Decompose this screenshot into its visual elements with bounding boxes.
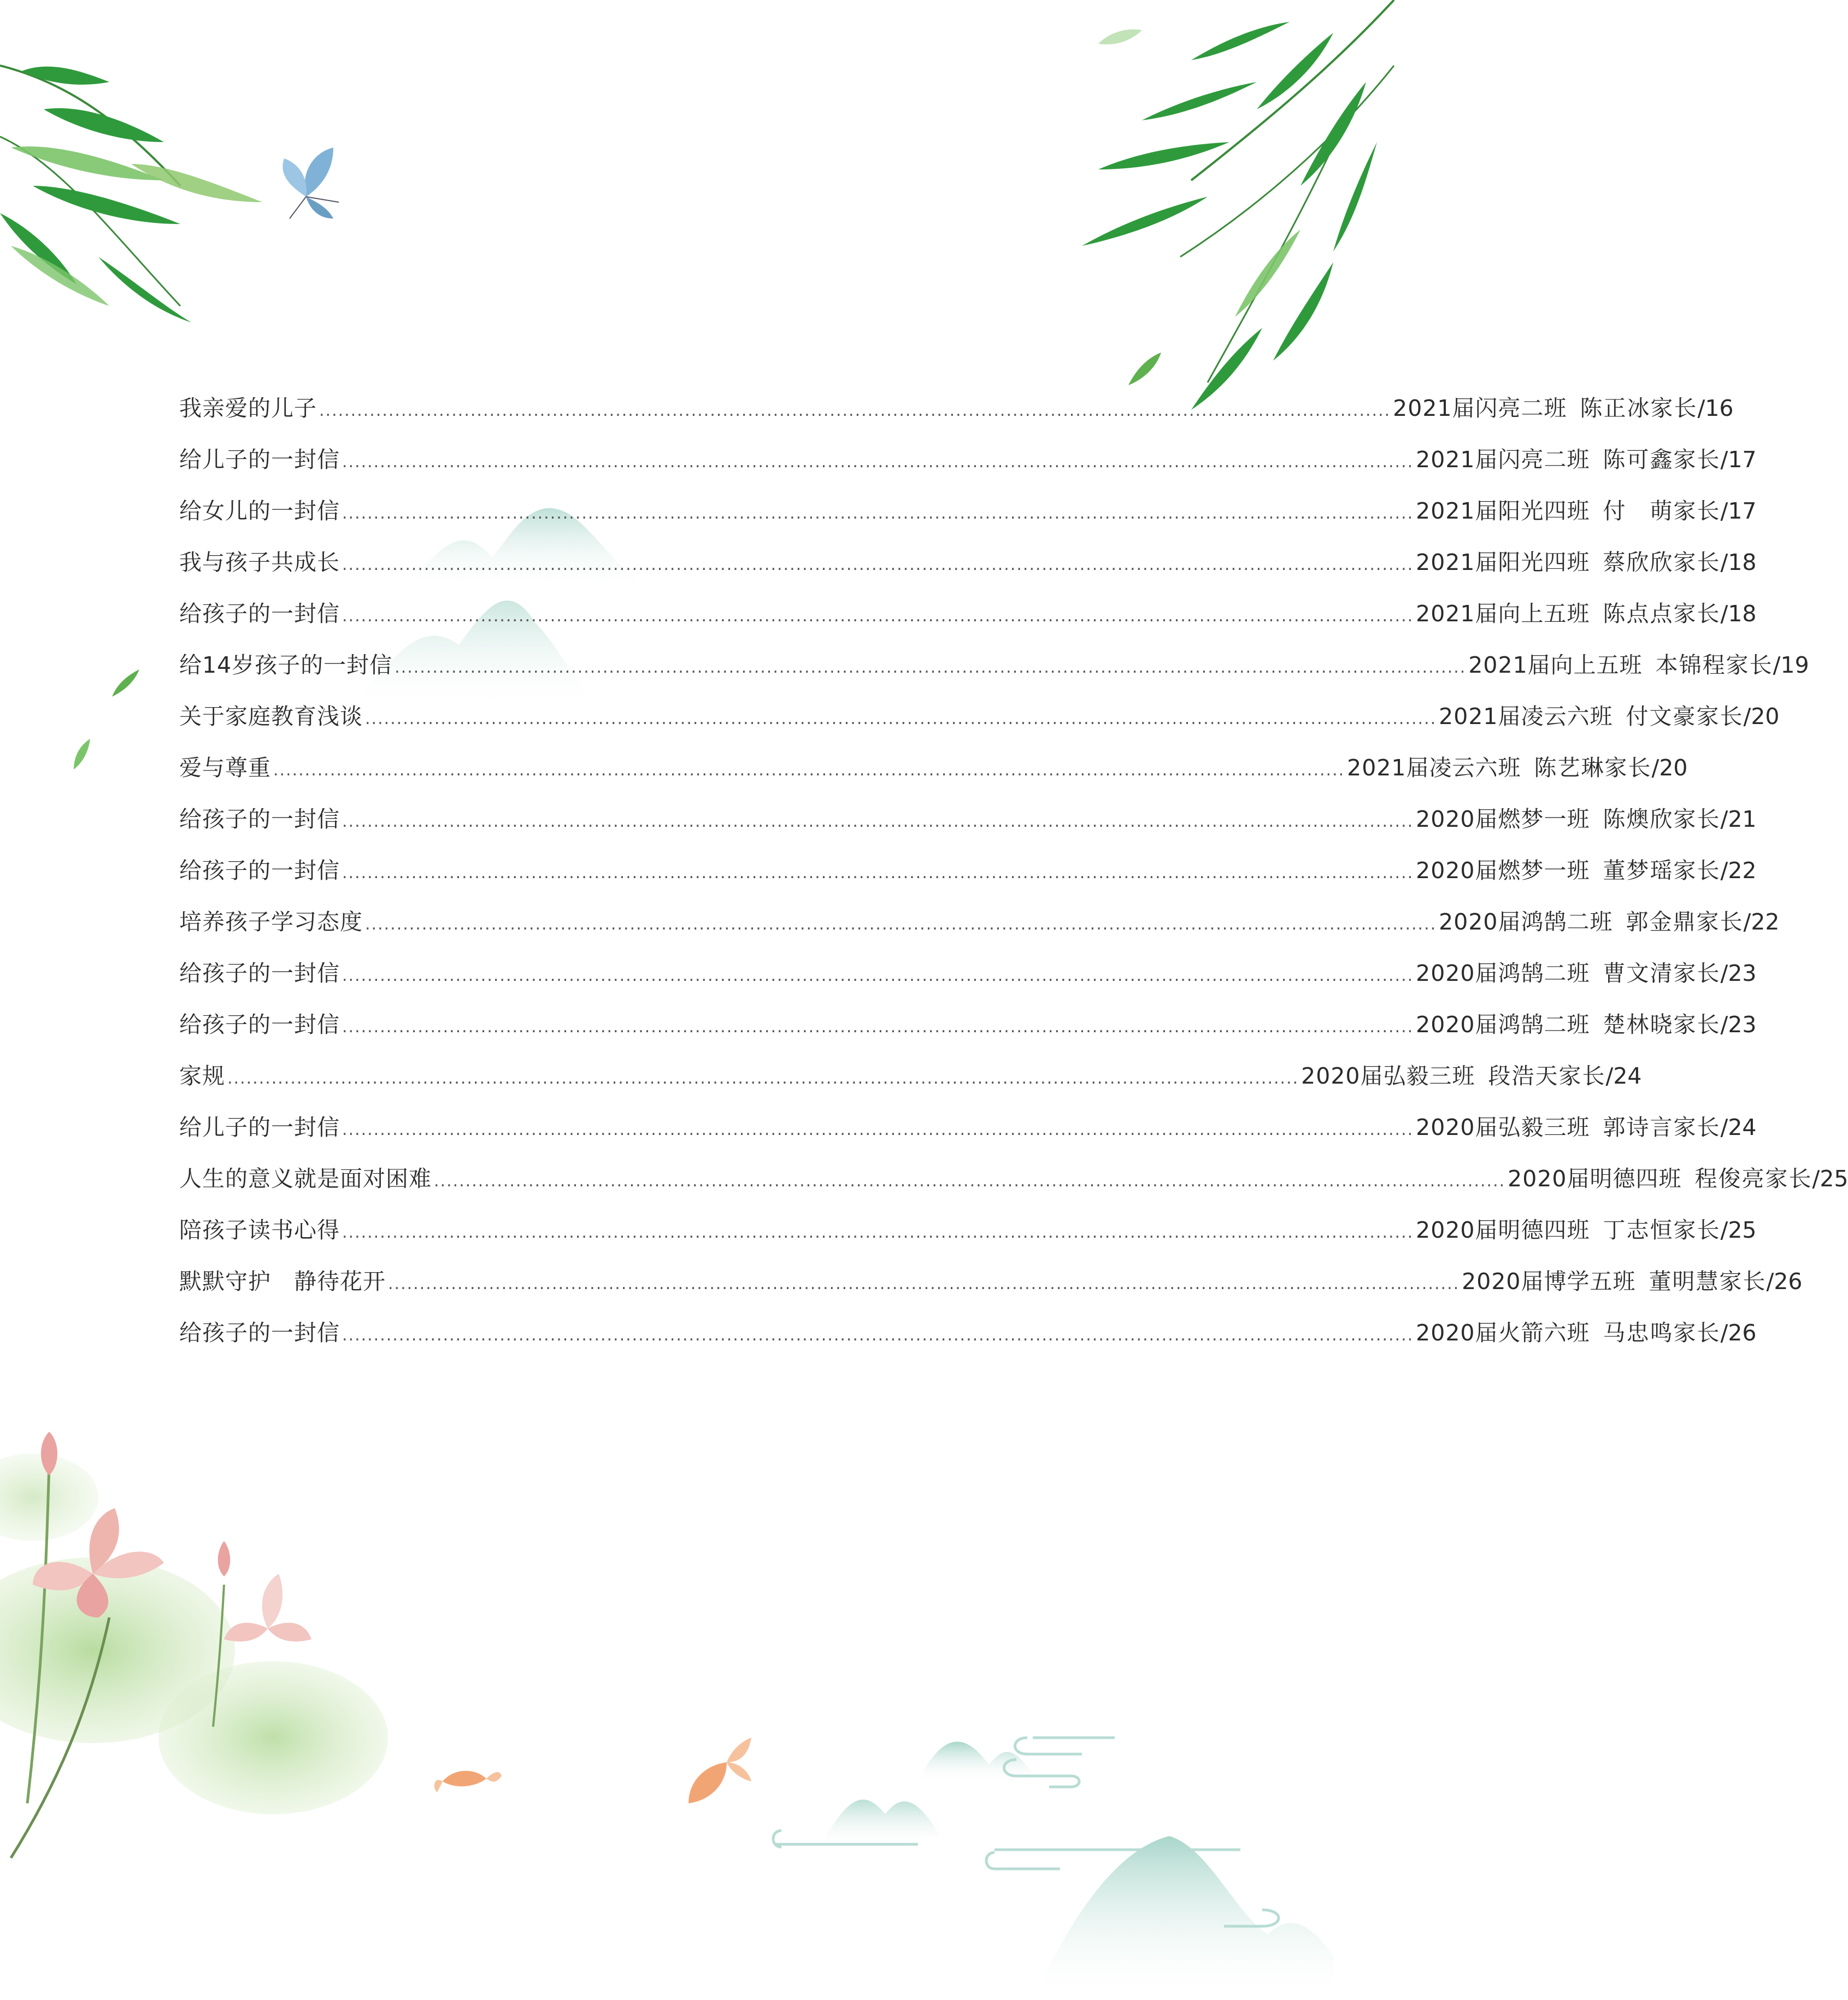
entry-title: 给儿子的一封信 bbox=[179, 434, 340, 485]
dot-leader: .......................................................................................................................................................................... bbox=[342, 591, 1414, 642]
entry-page-number: /26 bbox=[1767, 1256, 1803, 1307]
entry-page-number: /21 bbox=[1721, 793, 1757, 845]
toc-entry[interactable] bbox=[179, 896, 1220, 948]
entry-author: 程俊亮家长 bbox=[1695, 1153, 1812, 1204]
willow-branch-icon bbox=[1027, 0, 1394, 448]
goldfish-icon bbox=[432, 1754, 503, 1803]
entry-class: 2021届向上五班 bbox=[1416, 588, 1590, 639]
entry-class: 2021届凌云六班 bbox=[1347, 742, 1521, 793]
toc-entry[interactable] bbox=[179, 588, 1220, 639]
dot-leader: .......................................................................................................................................................................... bbox=[342, 848, 1414, 899]
toc-entry[interactable] bbox=[179, 1307, 1220, 1358]
entry-class: 2020届弘毅三班 bbox=[1301, 1050, 1475, 1102]
dot-leader: .......................................................................................................................................................................... bbox=[342, 437, 1414, 488]
entry-page-number: /20 bbox=[1652, 742, 1688, 793]
entry-author: 陈燠欣家长 bbox=[1603, 793, 1721, 845]
entry-author: 马忠鸣家长 bbox=[1603, 1307, 1721, 1358]
entry-page-number: /22 bbox=[1744, 896, 1780, 948]
willow-branch-icon bbox=[0, 49, 284, 333]
toc-entry[interactable] bbox=[179, 1050, 1220, 1102]
entry-title: 给孩子的一封信 bbox=[179, 999, 340, 1050]
entry-page-number: /18 bbox=[1721, 588, 1757, 639]
entry-page-number: /25 bbox=[1721, 1204, 1757, 1256]
dot-leader: .......................................................................................................................................................................... bbox=[365, 899, 1437, 950]
entry-title: 给孩子的一封信 bbox=[179, 845, 340, 896]
entry-author: 郭诗言家长 bbox=[1603, 1102, 1721, 1153]
entry-title: 陪孩子读书心得 bbox=[179, 1204, 340, 1256]
toc-entry[interactable] bbox=[179, 1102, 1220, 1153]
toc-entry[interactable] bbox=[179, 1204, 1220, 1256]
entry-author: 曹文清家长 bbox=[1603, 948, 1721, 999]
entry-title: 爱与尊重 bbox=[179, 742, 271, 793]
entry-page-number: /23 bbox=[1721, 948, 1757, 999]
mountain-icon bbox=[776, 1705, 1350, 2000]
entry-author: 陈正冰家长 bbox=[1580, 383, 1698, 434]
entry-class: 2021届闪亮二班 bbox=[1393, 383, 1567, 434]
toc-entry[interactable] bbox=[179, 1256, 1220, 1307]
dot-leader: .......................................................................................................................................................................... bbox=[342, 1002, 1414, 1053]
table-of-contents bbox=[179, 383, 1220, 1358]
toc-entry[interactable] bbox=[179, 691, 1220, 742]
entry-page-number: /22 bbox=[1721, 845, 1757, 896]
toc-entry[interactable] bbox=[179, 639, 1220, 691]
entry-author: 蔡欣欣家长 bbox=[1603, 537, 1721, 588]
dot-leader: .......................................................................................................................................................................... bbox=[342, 488, 1414, 539]
entry-page-number: /19 bbox=[1773, 639, 1809, 691]
toc-entry[interactable] bbox=[179, 999, 1220, 1050]
entry-title: 人生的意义就是面对困难 bbox=[179, 1153, 432, 1204]
entry-title: 给孩子的一封信 bbox=[179, 948, 340, 999]
entry-page-number: /24 bbox=[1606, 1050, 1642, 1102]
entry-class: 2020届燃梦一班 bbox=[1416, 793, 1590, 845]
entry-author: 付文豪家长 bbox=[1626, 691, 1744, 742]
entry-page-number: /16 bbox=[1698, 383, 1734, 434]
entry-class: 2020届鸿鹄二班 bbox=[1416, 948, 1590, 999]
toc-entry[interactable] bbox=[179, 948, 1220, 999]
toc-entry[interactable] bbox=[179, 742, 1220, 793]
dot-leader: .......................................................................................................................................................................... bbox=[342, 1310, 1414, 1361]
entry-author: 陈艺琳家长 bbox=[1534, 742, 1652, 793]
dot-leader: .......................................................................................................................................................................... bbox=[342, 950, 1414, 1002]
entry-author: 付 萌家长 bbox=[1603, 485, 1721, 537]
entry-page-number: /18 bbox=[1721, 537, 1757, 588]
entry-author: 陈可鑫家长 bbox=[1603, 434, 1721, 485]
toc-entry[interactable] bbox=[179, 793, 1220, 845]
entry-page-number: /26 bbox=[1721, 1307, 1757, 1358]
dot-leader: .......................................................................................................................................................................... bbox=[319, 385, 1391, 437]
leaf-icon bbox=[71, 738, 93, 770]
toc-entry[interactable] bbox=[179, 1153, 1220, 1204]
entry-title: 给孩子的一封信 bbox=[179, 588, 340, 639]
entry-title: 给孩子的一封信 bbox=[179, 1307, 340, 1358]
entry-class: 2021届向上五班 bbox=[1468, 639, 1642, 691]
entry-class: 2020届弘毅三班 bbox=[1416, 1102, 1590, 1153]
leaf-icon bbox=[109, 667, 142, 699]
dot-leader: .......................................................................................................................................................................... bbox=[388, 1258, 1459, 1310]
entry-page-number: /20 bbox=[1744, 691, 1780, 742]
entry-title: 给孩子的一封信 bbox=[179, 793, 340, 845]
entry-class: 2020届火箭六班 bbox=[1416, 1307, 1590, 1358]
entry-author: 段浩天家长 bbox=[1488, 1050, 1606, 1102]
entry-title: 给女儿的一封信 bbox=[179, 485, 340, 537]
entry-page-number: /23 bbox=[1721, 999, 1757, 1050]
goldfish-icon bbox=[667, 1732, 754, 1814]
entry-class: 2020届明德四班 bbox=[1416, 1204, 1590, 1256]
entry-class: 2021届凌云六班 bbox=[1439, 691, 1612, 742]
entry-page-number: /24 bbox=[1721, 1102, 1757, 1153]
butterfly-icon bbox=[268, 142, 355, 230]
entry-class: 2021届阳光四班 bbox=[1416, 537, 1590, 588]
entry-author: 楚林晓家长 bbox=[1603, 999, 1721, 1050]
entry-class: 2020届鸿鹄二班 bbox=[1416, 999, 1590, 1050]
entry-class: 2020届鸿鹄二班 bbox=[1439, 896, 1612, 948]
dot-leader: .......................................................................................................................................................................... bbox=[342, 796, 1414, 848]
entry-author: 本锦程家长 bbox=[1656, 639, 1773, 691]
entry-author: 董明慧家长 bbox=[1649, 1256, 1767, 1307]
dot-leader: .......................................................................................................................................................................... bbox=[395, 642, 1466, 693]
entry-class: 2021届阳光四班 bbox=[1416, 485, 1590, 537]
entry-title: 家规 bbox=[179, 1050, 225, 1102]
lotus-icon bbox=[0, 1388, 393, 1878]
dot-leader: .......................................................................................................................................................................... bbox=[434, 1156, 1505, 1207]
entry-title: 培养孩子学习态度 bbox=[179, 896, 363, 948]
entry-class: 2021届闪亮二班 bbox=[1416, 434, 1590, 485]
dot-leader: .......................................................................................................................................................................... bbox=[342, 1207, 1414, 1258]
dot-leader: .......................................................................................................................................................................... bbox=[365, 693, 1437, 745]
entry-title: 给14岁孩子的一封信 bbox=[179, 639, 392, 691]
entry-class: 2020届博学五班 bbox=[1462, 1256, 1635, 1307]
toc-entry[interactable] bbox=[179, 434, 1220, 485]
toc-entry[interactable] bbox=[179, 537, 1220, 588]
entry-class: 2020届明德四班 bbox=[1508, 1153, 1681, 1204]
dot-leader: .......................................................................................................................................................................... bbox=[273, 745, 1345, 796]
entry-page-number: /17 bbox=[1721, 434, 1757, 485]
entry-author: 陈点点家长 bbox=[1603, 588, 1721, 639]
toc-entry[interactable] bbox=[179, 845, 1220, 896]
entry-title: 给儿子的一封信 bbox=[179, 1102, 340, 1153]
toc-entry[interactable] bbox=[179, 383, 1220, 434]
dot-leader: .......................................................................................................................................................................... bbox=[342, 1104, 1414, 1156]
entry-title: 我与孩子共成长 bbox=[179, 537, 340, 588]
entry-author: 郭金鼎家长 bbox=[1626, 896, 1744, 948]
entry-author: 董梦瑶家长 bbox=[1603, 845, 1721, 896]
dot-leader: .......................................................................................................................................................................... bbox=[227, 1053, 1299, 1104]
entry-class: 2020届燃梦一班 bbox=[1416, 845, 1590, 896]
entry-title: 默默守护 静待花开 bbox=[179, 1256, 386, 1307]
toc-entry[interactable] bbox=[179, 485, 1220, 537]
entry-page-number: /17 bbox=[1721, 485, 1757, 537]
entry-title: 我亲爱的儿子 bbox=[179, 383, 317, 434]
entry-page-number: /25 bbox=[1812, 1153, 1848, 1204]
entry-author: 丁志恒家长 bbox=[1603, 1204, 1721, 1256]
entry-title: 关于家庭教育浅谈 bbox=[179, 691, 363, 742]
dot-leader: .......................................................................................................................................................................... bbox=[342, 539, 1414, 591]
